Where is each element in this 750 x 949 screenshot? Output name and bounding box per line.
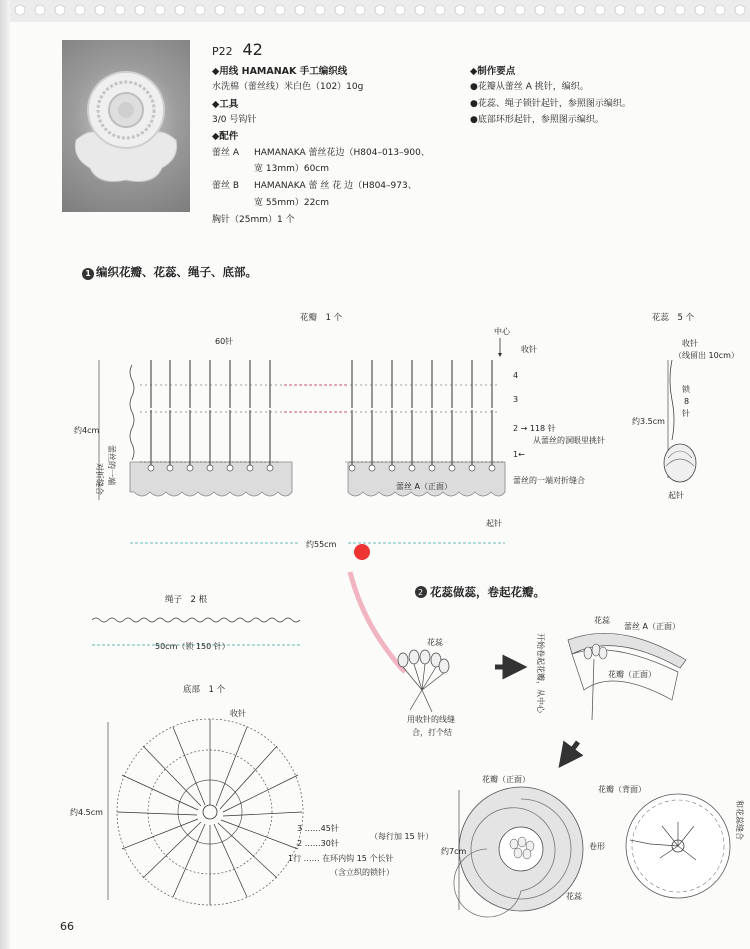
base-increase: （每行加 15 针） xyxy=(370,832,434,841)
petal-chart xyxy=(74,312,605,549)
lace-a-label: 蕾丝 A xyxy=(212,148,240,158)
stitches-60: 60针 xyxy=(215,337,234,346)
row4-label: 4 xyxy=(513,371,519,380)
stamen-chart xyxy=(632,312,739,500)
row2-note: 从蕾丝的洞眼里挑针 xyxy=(533,436,605,445)
row1-label: 1← xyxy=(513,450,525,459)
back-label: 花瓣（背面） xyxy=(598,785,646,794)
base-row3: 3 ……45针 xyxy=(297,824,339,833)
section2 xyxy=(350,544,745,917)
finish-label: 收针 xyxy=(521,345,537,354)
tool-line: 3/0 号钩针 xyxy=(212,115,257,125)
width-label: 约55cm xyxy=(306,540,337,549)
point-item: ●底部环形起针，参照图示编织。 xyxy=(470,115,604,125)
point-item: ●花蕊、绳子锁针起针，参照图示编织。 xyxy=(470,99,631,109)
fold-side: 对折缝合 xyxy=(95,463,104,495)
center-label: 中心 xyxy=(494,327,510,336)
stamen-finish-note: （线留出 10cm） xyxy=(674,351,739,360)
back-note: 和花蕊缝合 xyxy=(735,800,744,840)
decoration-dot xyxy=(354,544,370,560)
spiral-label: 卷形 xyxy=(589,842,605,851)
stamen-title: 花蕊 5 个 xyxy=(652,313,695,323)
cord-length: 50cm（锁 150 针） xyxy=(155,642,230,651)
tie-note2: 合，打个结 xyxy=(412,728,452,737)
section2-title: 花蕊做蕊，卷起花瓣。 xyxy=(430,585,545,599)
tool-heading: ◆工具 xyxy=(212,99,239,110)
stamen-height: 约3.5cm xyxy=(632,417,665,426)
pattern-number: 42 xyxy=(242,40,263,59)
decoration-ribbon xyxy=(350,572,405,672)
base-diameter: 约4.5cm xyxy=(70,808,103,817)
base-chart xyxy=(70,684,433,905)
chain-unit: 针 xyxy=(682,409,690,418)
points-heading: ◆制作要点 xyxy=(470,66,516,77)
height-label: 约4cm xyxy=(74,426,100,435)
chain-label: 锁 xyxy=(682,385,690,394)
pin-line: 胸针（25mm）1 个 xyxy=(212,215,295,225)
lace-b-label: 蕾丝 B xyxy=(212,181,240,191)
row2-label: 2 → 118 针 xyxy=(513,424,556,433)
lace-label: 蕾丝 A（正面） xyxy=(396,482,453,491)
section1-title: 编织花瓣、花蕊、绳子、底部。 xyxy=(96,265,257,279)
lace-a-line2: 宽 13mm）60cm xyxy=(254,164,330,174)
base-row2: 2 ……30针 xyxy=(297,839,339,848)
stamen-ball xyxy=(664,444,696,482)
front-label: 花瓣（正面） xyxy=(482,775,530,784)
roll-lace: 蕾丝 A（正面） xyxy=(624,622,681,631)
bundle-stamen-label: 花蕊 xyxy=(427,638,443,647)
tie-note1: 用收针的线缝 xyxy=(407,715,455,724)
lace-b-line1: HAMANAKA 蕾 丝 花 边（H804–973、 xyxy=(254,181,417,191)
lace-b-line2: 宽 55mm）22cm xyxy=(254,198,330,208)
base-row1: 1行 …… 在环内钩 15 个长针 xyxy=(288,854,394,863)
point-item: ●花瓣从蕾丝 A 挑针，编织。 xyxy=(470,82,589,92)
chain-count: 8 xyxy=(684,397,690,406)
section2-number: 2 xyxy=(418,588,424,597)
base-spokes xyxy=(117,719,302,905)
cord-chart xyxy=(92,594,300,651)
parts-heading: ◆配件 xyxy=(212,131,239,142)
front-stamen: 花蕊 xyxy=(566,892,582,901)
roll-note: 开始卷起花瓣，从中心 xyxy=(536,633,545,713)
base-finish: 收针 xyxy=(230,709,246,718)
petal-title: 花瓣 1 个 xyxy=(300,313,343,323)
stamen-start: 起针 xyxy=(668,491,684,500)
stamen-finish: 收针 xyxy=(682,339,698,348)
row3-label: 3 xyxy=(513,395,519,404)
front-height: 约7cm xyxy=(441,847,467,856)
fold-note: 蕾丝的一端对折缝合 xyxy=(513,476,585,485)
page-number: 66 xyxy=(60,920,74,933)
yarn-heading: ◆用线 HAMANAK 手工编织线 xyxy=(212,66,348,77)
page-code: P22 xyxy=(212,45,233,58)
arrow-down-left xyxy=(566,742,578,758)
yarn-line: 水洗棉（蕾丝线）米白色（102）10g xyxy=(212,82,364,92)
section1-number: 1 xyxy=(82,268,94,280)
base-title: 底部 1 个 xyxy=(183,685,226,695)
cord-title: 绳子 2 根 xyxy=(165,595,208,605)
base-row1-note: （含立织的锁针） xyxy=(330,868,394,877)
fold-side2: 蕾丝的一端 xyxy=(107,445,116,485)
roll-petal: 花瓣（正面） xyxy=(608,670,656,679)
lace-a-line1: HAMANAKA 蕾丝花边（H804–013–900、 xyxy=(254,148,430,158)
roll-stamen: 花蕊 xyxy=(594,616,610,625)
gap-marker xyxy=(284,385,348,412)
start-label: 起针 xyxy=(486,519,502,528)
